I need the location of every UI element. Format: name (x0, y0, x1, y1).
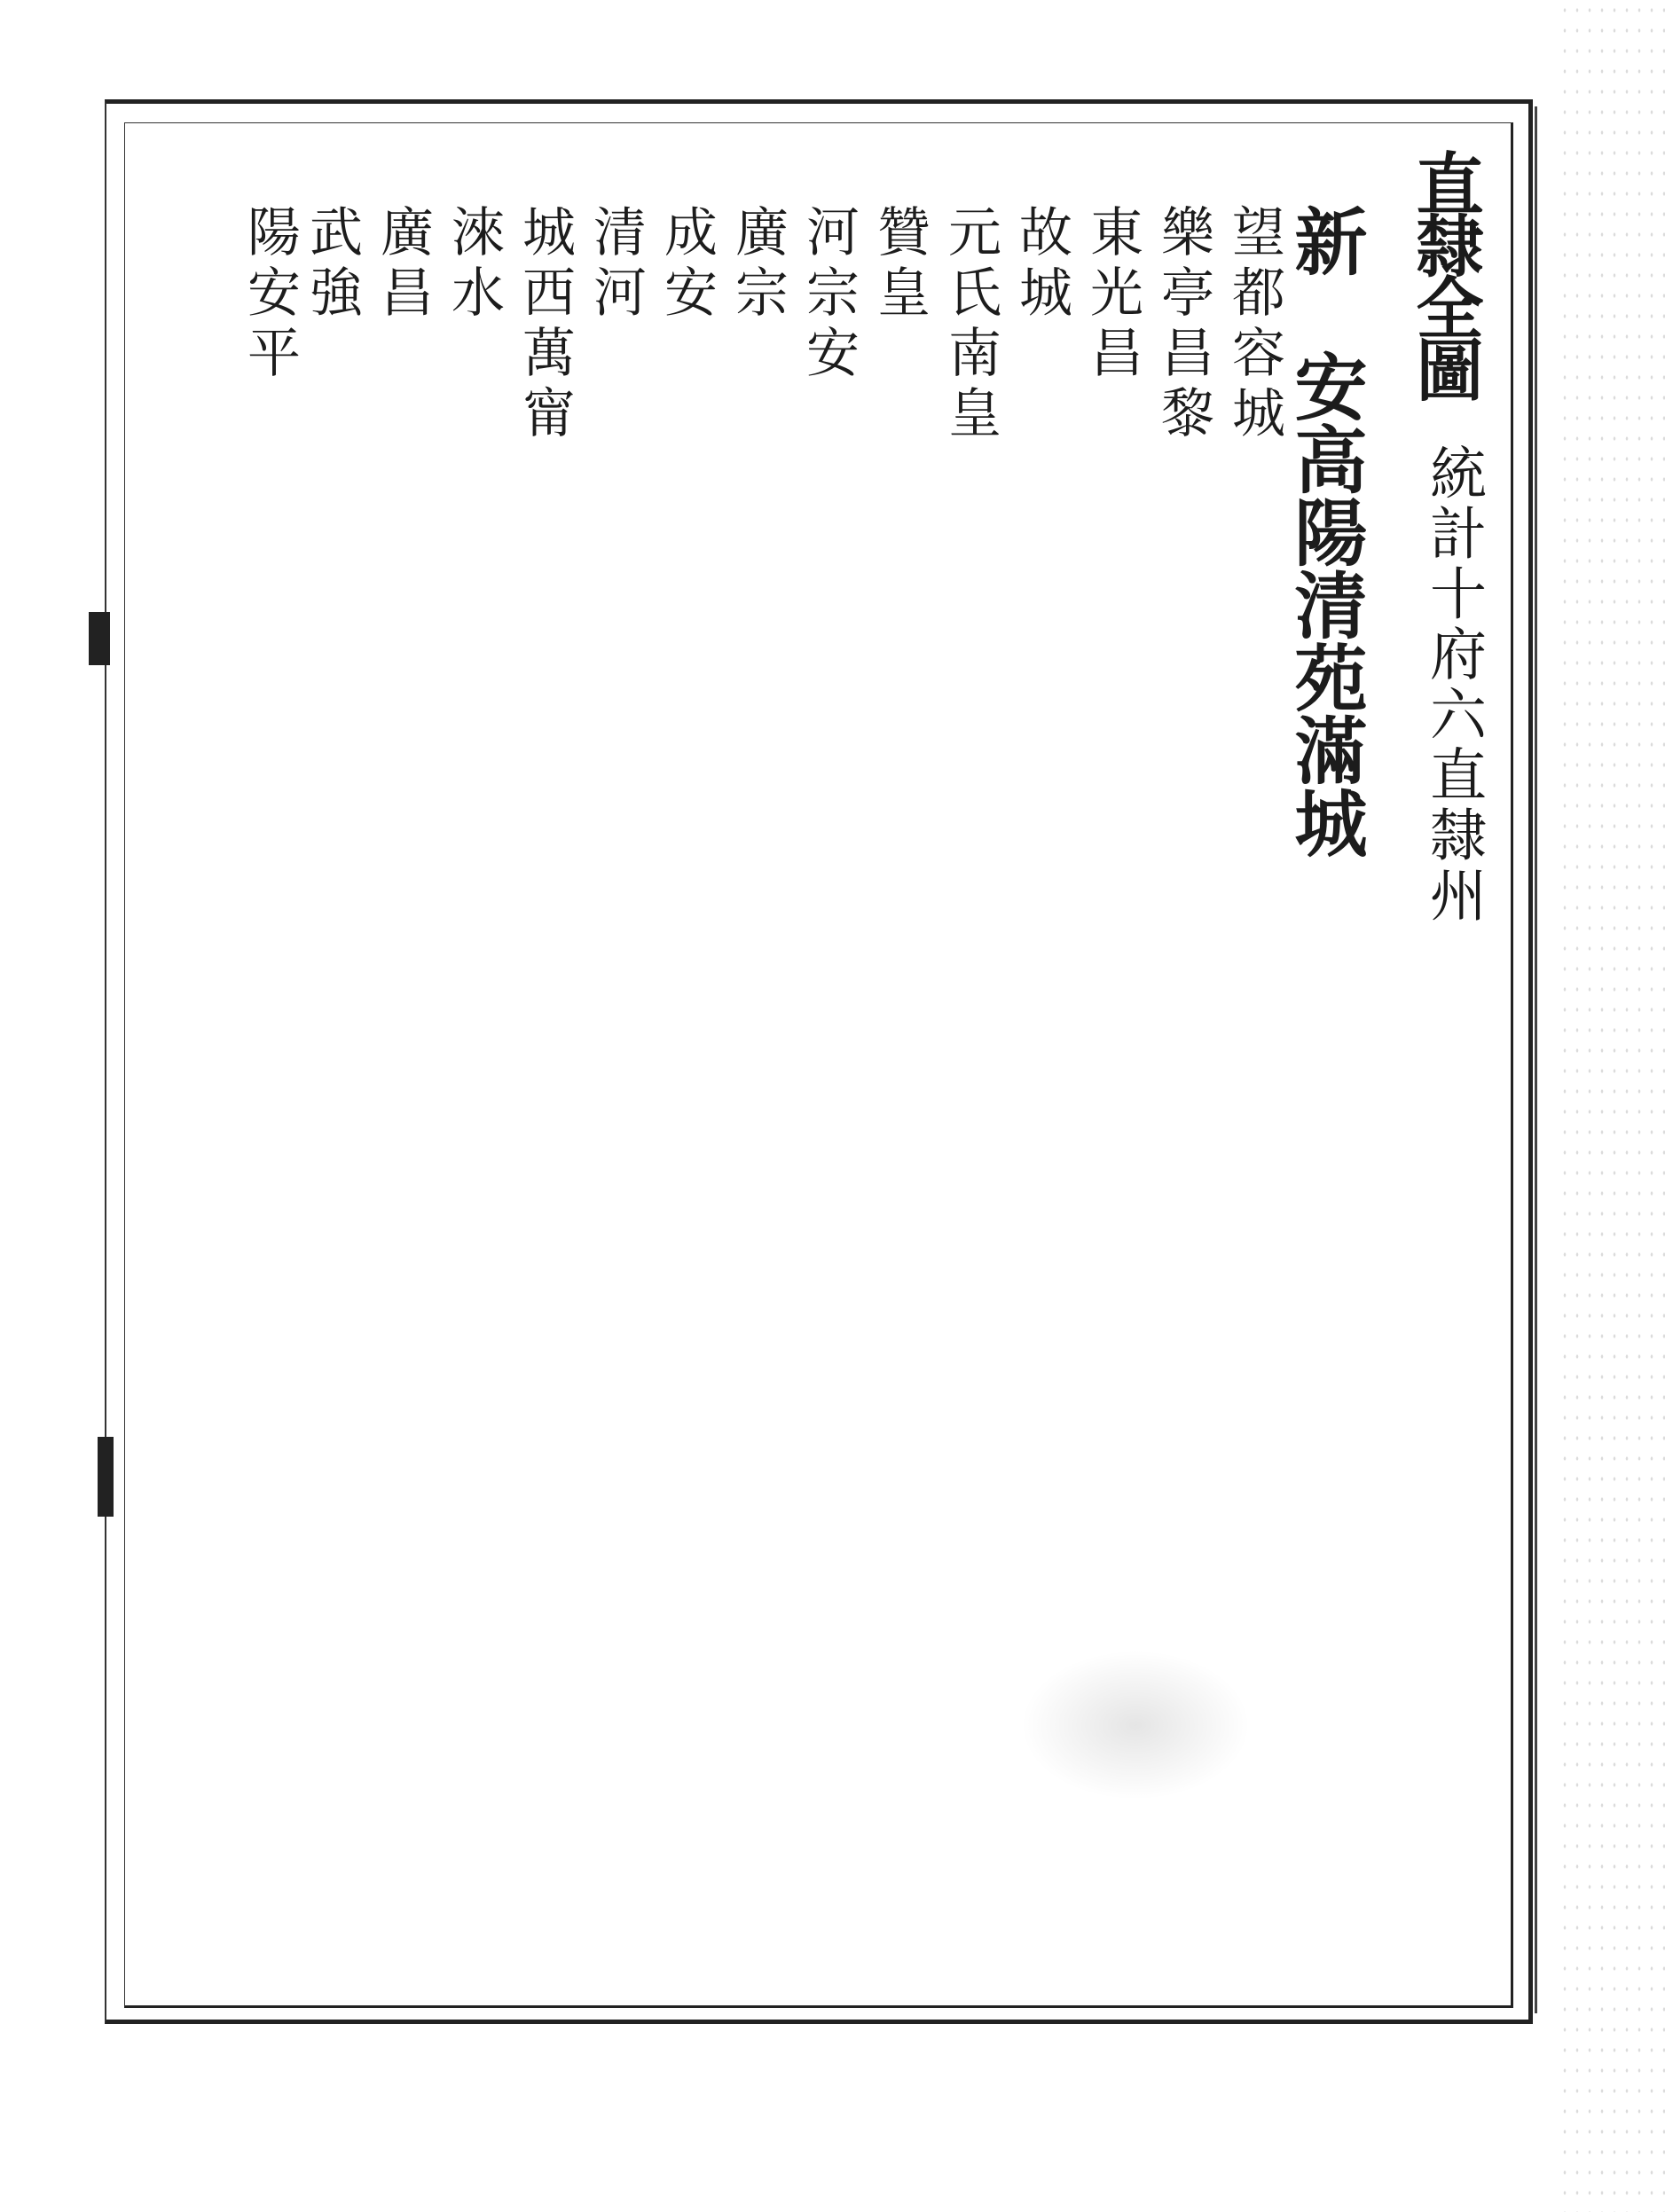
place-column: 武強 (301, 204, 363, 325)
place-column: 新 安高陽清苑滿城 (1283, 204, 1368, 859)
page-fold-line (1535, 106, 1537, 2013)
scan-edge-noise (1559, 0, 1665, 2212)
place-column: 廣昌 (372, 204, 434, 325)
place-column: 城西萬甯 (514, 204, 576, 445)
map-summary: 統計十府六直隸州 (1420, 443, 1486, 926)
ink-smudge (1020, 1650, 1251, 1800)
place-column: 廣宗 (726, 204, 789, 325)
map-title: 直隸全圖 (1405, 149, 1484, 397)
place-column: 故城 (1010, 204, 1072, 325)
place-column: 河宗安 (797, 204, 860, 385)
place-column: 元氏南皇 (939, 204, 1001, 445)
place-column: 望都容城 (1223, 204, 1285, 445)
place-column: 淶水 (443, 204, 505, 325)
place-column: 東光昌 (1081, 204, 1143, 747)
place-column: 成安 (656, 204, 718, 325)
gutter-mark-top (89, 612, 110, 665)
place-column: 陽安平 (239, 204, 301, 385)
place-column: 樂亭昌黎 (1152, 204, 1214, 445)
gutter-mark-bottom (98, 1437, 114, 1517)
place-column: 贊皇 (868, 204, 931, 325)
place-column: 清河 (585, 204, 647, 325)
